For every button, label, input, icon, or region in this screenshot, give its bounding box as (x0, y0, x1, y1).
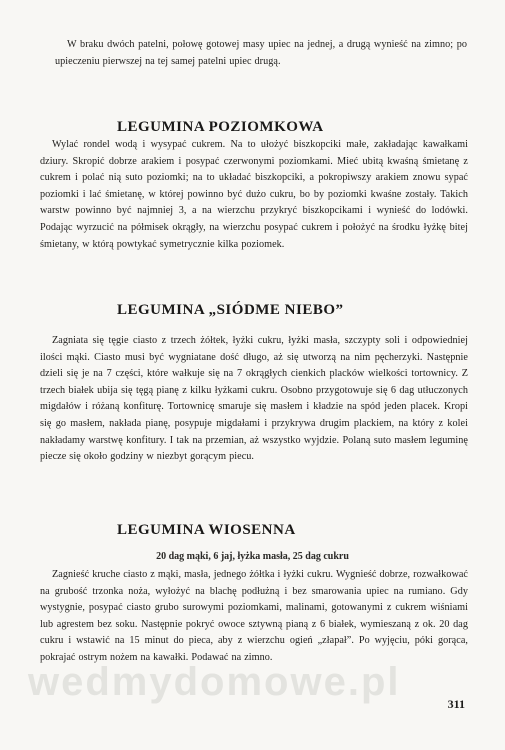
watermark: wedmydomowe.pl (28, 660, 401, 704)
recipe-ingredients-wiosenna: 20 dag mąki, 6 jaj, łyżka masła, 25 dag cukru (156, 551, 349, 562)
intro-paragraph: W braku dwóch patelni, połowę gotowej masy upiec na jednej, a drugą wynieść na zimno; po upieczeniu pierwszej na tej samej patelni upiec drugą. (55, 39, 467, 67)
recipe-title-wiosenna: LEGUMINA WIOSENNA (117, 522, 296, 538)
page-number: 311 (447, 697, 465, 711)
recipe-title-poziomkowa: LEGUMINA POZIOMKOWA (117, 119, 324, 135)
recipe-text-wiosenna: Zagnieść kruche ciasto z mąki, masła, jednego żółtka i łyżki cukru. Wygnieść dobrze, rozwałkować na grubość trzonka noża, wyłożyć na blachę podłużną i bez smarowania upiec na rumiano. Gdy wystygnie, posypać ciasto grubo surowymi poziomkami, malinami, gotowanymi z cukrem wiśniami lub agrestem bez soku. Następnie pokryć owoce sztywną pianą z 6 białek, wymieszaną z ok. 20 dag cukru i wstawić na 15 minut do pieca, aby z wierzchu ogień „złapał”. Po wyjęciu, póki gorąca, pokrajać ostrym nożem na kawałki. Podawać na zimno. (40, 569, 468, 663)
recipe-text-siodme-niebo: Zagniata się tęgie ciasto z trzech żółtek, łyżki cukru, łyżki masła, szczypty soli i odpowiedniej ilości mąki. Ciasto musi być wygniatane dość długo, aż się utworzą na nim pęcherzyki. Następnie dzieli się je na 7 części, które wałkuje się na 7 okrągłych cienkich placków wielkości tortownicy. Z trzech białek ubija się tęgą pianę z kilku łyżkami cukru. Osobno przygotowuje się 6 dag utłuczonych migdałów i różaną konfiturę. Tortownicę smaruje się masłem i kładzie na spód jeden placek. Kropi się go masłem, nakłada pianę, posypuje migdałami i przykrywa drugim plackiem, na który z kolei nakładamy warstwę konfitury. I tak na przemian, aż wszystko wyjdzie. Polaną suto masłem leguminę piecze się około godziny w niezbyt gorącym piecu. (40, 335, 468, 463)
recipe-title-siodme-niebo: LEGUMINA „SIÓDME NIEBO” (117, 302, 344, 318)
recipe-text-poziomkowa: Wylać rondel wodą i wysypać cukrem. Na to ułożyć biszkopciki małe, zakładając kawałkami dziury. Skropić dobrze arakiem i posypać czerwonymi poziomkami. Mieć ubitą kwaśną śmietanę z cukrem i polać nią suto poziomki; na to układać biszkopciki, a pokropiwszy arakiem znowu sypać poziomki i lać śmietanę, w której powinno być dużo cukru, bo by poziomki kwaśne zostały. Takich warstw powinno być najmniej 3, a na wierzchu przykryć biszkopcikami i wynieść do lodówki. Podając wyrzucić na półmisek okrągły, na wierzchu posypać cukrem i położyć na środku łyżkę bitej śmietany, w którą powtykać symetrycznie kilka poziomek. (40, 139, 468, 250)
